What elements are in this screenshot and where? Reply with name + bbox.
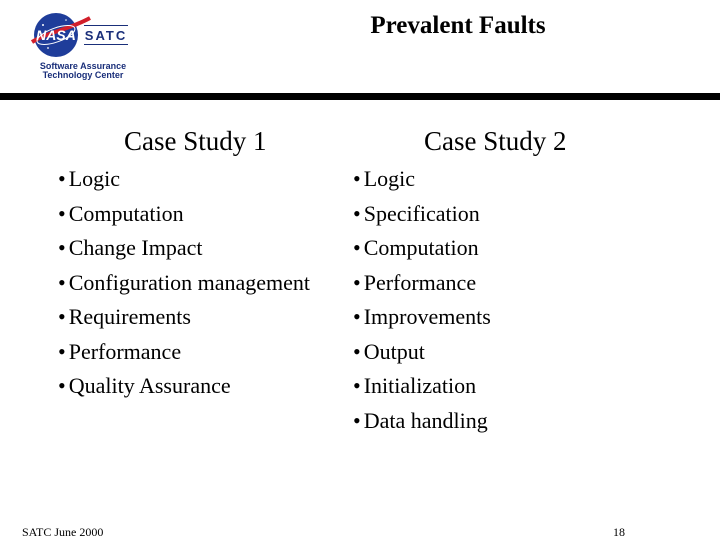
list-item: • Logic — [58, 162, 310, 197]
satc-text: SATC — [84, 28, 128, 43]
list-item: • Performance — [353, 266, 491, 301]
page-number: 18 — [613, 525, 625, 539]
list-item: • Requirements — [58, 300, 310, 335]
list-item: • Initialization — [353, 369, 491, 404]
list-item: • Configuration management — [58, 266, 310, 301]
list-item: • Output — [353, 335, 491, 370]
list-item: • Specification — [353, 197, 491, 232]
nasa-text: NASA — [36, 27, 76, 43]
list-item: • Performance — [58, 335, 310, 370]
list-item: • Improvements — [353, 300, 491, 335]
logo-caption — [28, 62, 138, 80]
header-divider — [0, 93, 720, 100]
list-item: • Computation — [353, 231, 491, 266]
list-item: • Computation — [58, 197, 310, 232]
list-item: • Data handling — [353, 404, 491, 439]
list-item: • Quality Assurance — [58, 369, 310, 404]
footer-date: SATC June 2000 — [22, 525, 104, 539]
case-study-2-heading: Case Study 2 — [424, 126, 567, 156]
case-study-2-list — [353, 162, 491, 438]
case-study-1-list — [58, 162, 310, 404]
nasa-satc-logo — [28, 8, 138, 84]
page-title: Prevalent Faults — [370, 12, 546, 39]
logo-caption-line1: Software Assurance — [39, 61, 127, 71]
list-item: • Change Impact — [58, 231, 310, 266]
logo-caption-line2: Technology Center — [42, 70, 124, 80]
nasa-meatball-icon — [28, 8, 138, 62]
case-study-1-heading: Case Study 1 — [124, 126, 267, 156]
list-item: • Logic — [353, 162, 491, 197]
